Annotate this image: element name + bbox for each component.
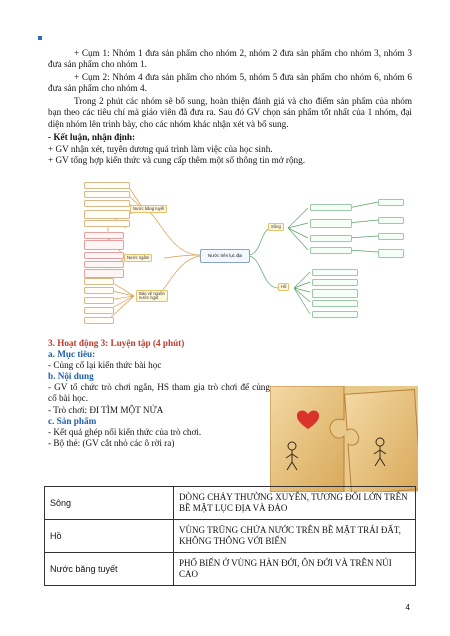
puzzle-illustration — [270, 386, 418, 492]
mind-map-leaf — [84, 182, 130, 189]
table-row — [45, 553, 416, 586]
mind-map-leaf — [310, 247, 352, 254]
mind-map-leaf — [312, 311, 358, 318]
mind-map-center: Nước trên lục địa — [200, 249, 250, 263]
objective-text: - Củng cố lại kiến thức bài học — [48, 360, 162, 370]
mind-map-leaf — [84, 297, 114, 304]
mind-map-leaf — [378, 199, 404, 206]
cluster-2-text: + Cụm 2: Nhóm 4 đưa sản phẩm cho nhóm 5, nhóm 5 đưa sản phẩm cho nhóm 6, nhóm 6 đưa sản phẩm cho nhóm 4. — [48, 72, 412, 94]
content-heading: b. Nội dung — [48, 371, 94, 381]
cluster-1-text: + Cụm 1: Nhóm 1 đưa sản phẩm cho nhóm 2, nhóm 2 đưa sản phẩm cho nhóm 3, nhóm 3 đưa sản phẩm cho nhóm 1. — [48, 48, 412, 70]
mind-map-leaf — [84, 307, 114, 314]
branch-snow-water: Nước băng tuyết — [130, 205, 167, 213]
mind-map-leaf — [84, 278, 114, 285]
mind-map-leaf — [310, 235, 352, 242]
mind-map-leaf — [310, 204, 352, 211]
definition-cell: PHỔ BIẾN Ở VÙNG HÀN ĐỚI, ÔN ĐỚI VÀ TRÊN NÚI CAO — [174, 553, 416, 586]
page-number: 4 — [405, 603, 410, 612]
content-text-2: - Trò chơi: ĐI TÌM MỘT NỬA — [48, 405, 164, 415]
conclusion-line-2: + GV tổng hợp kiến thức và cung cấp thêm một số thông tin mở rộng. — [48, 155, 306, 165]
mind-map-leaf — [84, 261, 124, 268]
mind-map-leaf — [84, 200, 130, 207]
mind-map-leaf — [312, 289, 358, 298]
mind-map-leaf — [84, 210, 130, 219]
content-text-1: - GV tổ chức trò chơi ngắn, HS tham gia trò chơi để củng cố bài học. — [48, 382, 270, 404]
mind-map-leaf — [84, 269, 124, 278]
bullet-marker — [38, 36, 42, 40]
term-cell: Hồ — [45, 520, 174, 553]
mind-map-leaf — [84, 232, 124, 239]
mind-map-leaf — [312, 279, 358, 286]
definition-cell: DÒNG CHẢY THƯỜNG XUYÊN, TƯƠNG ĐỐI LỚN TRÊN BỀ MẶT LỤC ĐỊA VÀ ĐẢO — [174, 487, 416, 520]
product-heading: c. Sản phẩm — [48, 416, 97, 426]
mind-map-leaf — [310, 219, 352, 228]
instruction-text: Trong 2 phút các nhóm sẽ bổ sung, hoàn thiện đánh giá và cho điểm sản phẩm của nhóm bạn theo các tiêu chí mà giáo viên đã đưa ra. Sau đó GV chọn sản phẩm tốt nhất của 1 nhóm, đại diện nhóm lên trình bày, cho các nhóm khác nhận xét và bổ sung. — [48, 96, 412, 129]
branch-groundwater: Nước ngầm — [124, 254, 152, 262]
objective-heading: a. Mục tiêu: — [48, 349, 96, 359]
product-text-2: - Bộ thẻ: (GV cắt nhỏ các ô rời ra) — [48, 438, 175, 448]
mind-map-leaf — [378, 233, 404, 240]
mind-map-leaf — [84, 191, 130, 198]
branch-river: Sông — [268, 223, 284, 231]
branch-lake: Hồ — [278, 283, 289, 291]
mind-map-leaf — [378, 249, 404, 258]
mind-map-leaf — [312, 300, 358, 307]
table-row — [45, 520, 416, 553]
mind-map-leaf — [84, 287, 114, 294]
conclusion-line-1: + GV nhận xét, tuyên dương quá trình làm việc của học sinh. — [48, 144, 273, 154]
branch-protect-freshwater: Bảo vệ nguồn nước ngọt — [136, 290, 168, 302]
table-row — [45, 487, 416, 520]
conclusion-heading: - Kết luận, nhận định: — [48, 132, 136, 142]
activity-heading: 3. Hoạt động 3: Luyện tập (4 phút) — [48, 338, 185, 348]
term-cell: Sông — [45, 487, 174, 520]
mind-map-diagram — [48, 168, 404, 330]
mind-map-leaf — [84, 317, 114, 324]
matching-cards-table — [44, 486, 416, 586]
mind-map-leaf — [84, 252, 124, 259]
mind-map-leaf — [84, 240, 124, 250]
mind-map-leaf — [378, 217, 404, 224]
mind-map-leaf — [84, 220, 130, 227]
term-cell: Nước băng tuyết — [45, 553, 174, 586]
mind-map-leaf — [312, 269, 358, 276]
product-text-1: - Kết quả ghép nối kiến thức của trò chơi. — [48, 427, 202, 437]
definition-cell: VÙNG TRŨNG CHỨA NƯỚC TRÊN BỀ MẶT TRÁI ĐẤT, KHÔNG THÔNG VỚI BIỂN — [174, 520, 416, 553]
